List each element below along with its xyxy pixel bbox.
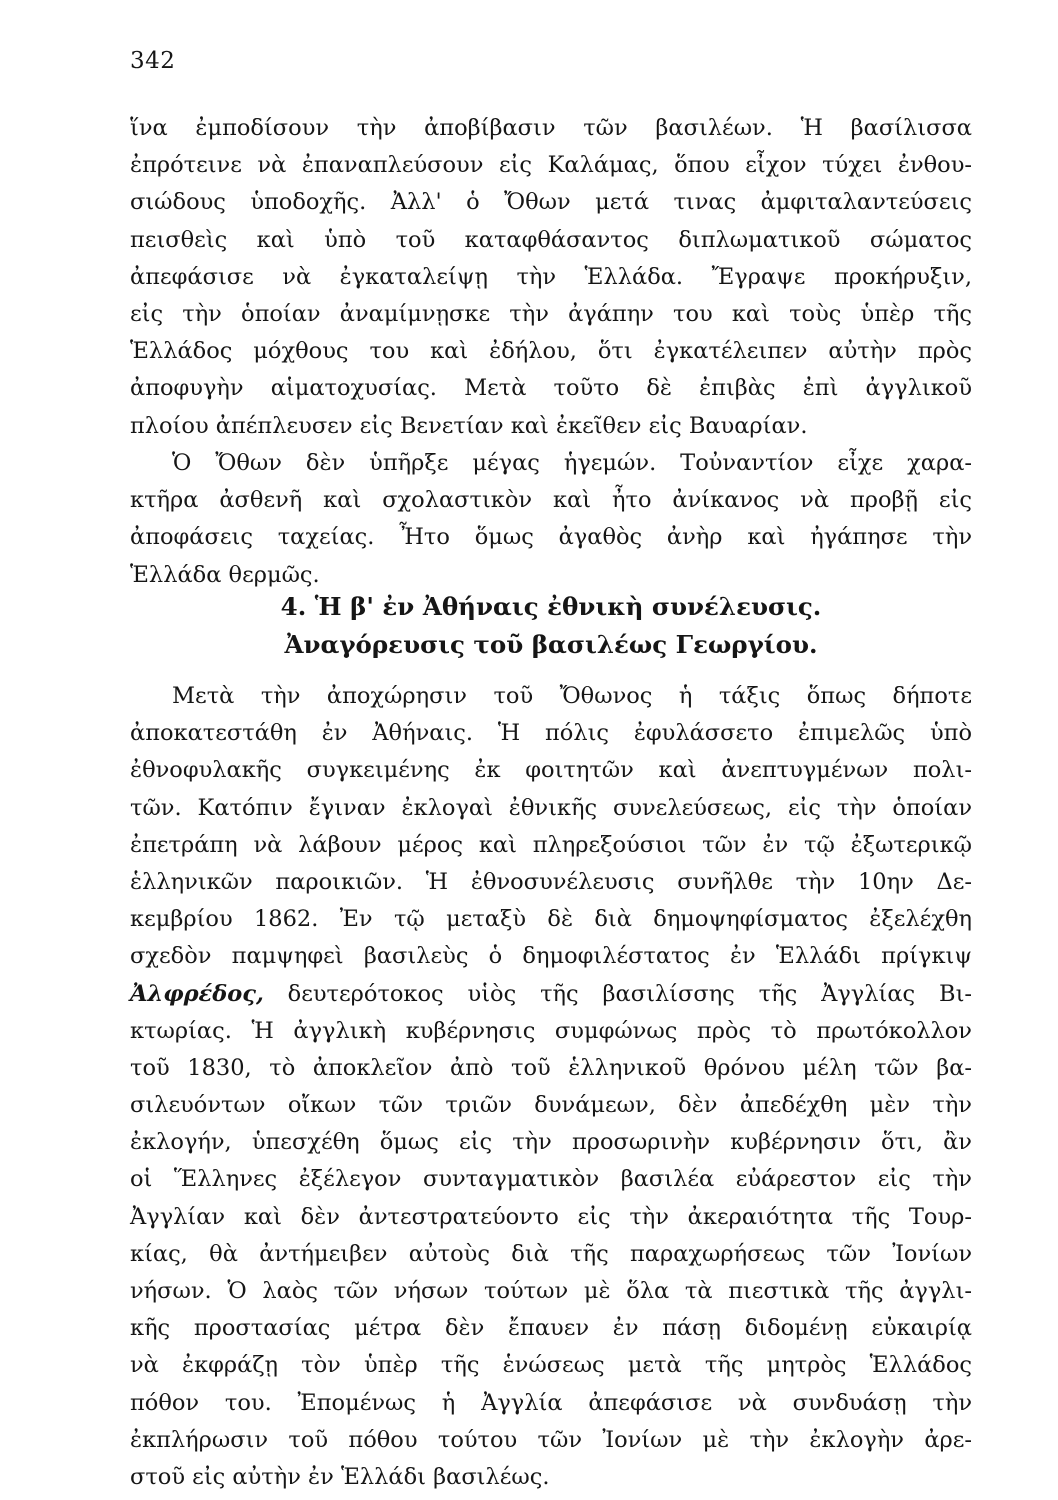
text-line: ἐπρότεινε νὰ ἐπαναπλεύσουν εἰς Καλάμας, ὅπου εἶχον τύχει ἐνθου- xyxy=(130,152,972,179)
text-line: τοῦ 1830, τὸ ἀποκλεῖον ἀπὸ τοῦ ἑλληνικοῦ θρόνου μέλη τῶν βα- xyxy=(130,1054,972,1081)
text-line: ἐκπλήρωσιν τοῦ πόθου τούτου τῶν Ἰονίων μὲ τὴν ἐκλογὴν ἀρε- xyxy=(130,1426,972,1453)
text-line: πεισθεὶς καὶ ὑπὸ τοῦ καταφθάσαντος διπλωματικοῦ σώματος xyxy=(130,226,972,253)
text-line: κτωρίας. Ἡ ἀγγλικὴ κυβέρνησις συμφώνως πρὸς τὸ πρωτόκολλον xyxy=(130,1017,972,1044)
paragraph-otto-character xyxy=(130,445,972,594)
text-line: σχεδὸν παμψηφεὶ βασιλεὺς ὁ δημοφιλέστατος ἐν Ἑλλάδι πρίγκιψ xyxy=(130,943,972,970)
text-line: σιλευόντων οἴκων τῶν τριῶν δυνάμεων, δὲν ἀπεδέχθη μὲν τὴν xyxy=(130,1092,972,1119)
text-line: εἰς τὴν ὁποίαν ἀναμίμνῃσκε τὴν ἀγάπην του καὶ τοὺς ὑπὲρ τῆς xyxy=(130,300,972,327)
text-line: ἐπετράπη νὰ λάβουν μέρος καὶ πληρεξούσιοι τῶν ἐν τῷ ἐξωτερικῷ xyxy=(130,831,972,858)
text-line: Μετὰ τὴν ἀποχώρησιν τοῦ Ὄθωνος ἡ τάξις ὅπως δήποτε xyxy=(172,683,972,709)
section-heading-line-1: 4. Ἡ β' ἐν Ἀθήναις ἐθνικὴ συνέλευσις. xyxy=(280,592,822,621)
text-line: κῆς προστασίας μέτρα δὲν ἔπαυεν ἐν πάσῃ διδομένῃ εὐκαιρίᾳ xyxy=(130,1315,972,1342)
text-line: κίας, θὰ ἀντήμειβεν αὐτοὺς διὰ τῆς παραχωρήσεως τῶν Ἰονίων xyxy=(130,1240,972,1267)
text-line: ἀποκατεστάθη ἐν Ἀθήναις. Ἡ πόλις ἐφυλάσσετο ἐπιμελῶς ὑπὸ xyxy=(130,720,972,747)
text-line: τῶν. Κατόπιν ἔγιναν ἐκλογαὶ ἐθνικῆς συνελεύσεως, εἰς τὴν ὁποίαν xyxy=(130,794,972,821)
section-heading xyxy=(130,588,972,664)
text-line: ἐθνοφυλακῆς συγκειμένης ἐκ φοιτητῶν καὶ ἀνεπτυγμένων πολι- xyxy=(130,757,972,784)
text-line: ἀπεφάσισε νὰ ἐγκαταλείψῃ τὴν Ἑλλάδα. Ἔγραψε προκήρυξιν, xyxy=(130,263,972,290)
text-line: νὰ ἐκφράζῃ τὸν ὑπὲρ τῆς ἑνώσεως μετὰ τῆς μητρὸς Ἑλλάδος xyxy=(130,1352,972,1379)
text-line: πλοίου ἀπέπλευσεν εἰς Βενετίαν καὶ ἐκεῖθεν εἰς Βαυαρίαν. xyxy=(130,412,808,439)
text-line: ἀποφυγὴν αἱματοχυσίας. Μετὰ τοῦτο δὲ ἐπιβὰς ἐπὶ ἀγγλικοῦ xyxy=(130,375,972,402)
text-line: ἐκλογήν, ὑπεσχέθη ὅμως εἰς τὴν προσωρινὴν κυβέρνησιν ὅτι, ἂν xyxy=(130,1129,972,1156)
text-line: νήσων. Ὁ λαὸς τῶν νήσων τούτων μὲ ὅλα τὰ πιεστικὰ τῆς ἀγγλι- xyxy=(130,1278,972,1304)
page-number: 342 xyxy=(130,48,176,74)
text-line: Ἑλλάδα θερμῶς. xyxy=(130,561,320,588)
text-line: κεμβρίου 1862. Ἐν τῷ μεταξὺ δὲ διὰ δημοψηφίσματος ἐξελέχθη xyxy=(130,906,972,933)
text-line: κτῆρα ἀσθενῆ καὶ σχολαστικὸν καὶ ἦτο ἀνίκανος νὰ προβῇ εἰς xyxy=(130,487,972,514)
text-line: ἑλληνικῶν παροικιῶν. Ἡ ἐθνοσυνέλευσις συνῆλθε τὴν 10ην Δε- xyxy=(130,868,972,895)
paragraph-otto-departure xyxy=(130,110,972,445)
text-line: σιώδους ὑποδοχῆς. Ἀλλ' ὁ Ὄθων μετά τινας ἀμφιταλαντεύσεις xyxy=(130,189,972,216)
text-line-with-name xyxy=(130,976,972,1013)
text-line-rest: δευτερότοκος υἱὸς τῆς βασιλίσσης τῆς Ἀγγλίας Βι- xyxy=(263,980,972,1007)
paragraph-national-assembly xyxy=(130,678,972,1496)
alfred-name: Ἀλφρέδος, xyxy=(130,980,264,1007)
text-line: οἱ Ἕλληνες ἐξέλεγον συνταγματικὸν βασιλέα εὐάρεστον εἰς τὴν xyxy=(130,1166,972,1193)
text-line: πόθον του. Ἐπομένως ἡ Ἀγγλία ἀπεφάσισε νὰ συνδυάσῃ τὴν xyxy=(130,1389,972,1416)
text-line: στοῦ εἰς αὐτὴν ἐν Ἑλλάδι βασιλέως. xyxy=(130,1463,550,1490)
text-line: Ὁ Ὄθων δὲν ὑπῆρξε μέγας ἡγεμών. Τοὐναντίον εἶχε χαρα- xyxy=(172,450,972,476)
text-line: ἵνα ἐμποδίσουν τὴν ἀποβίβασιν τῶν βασιλέων. Ἡ βασίλισσα xyxy=(130,115,972,141)
text-line: Ἀγγλίαν καὶ δὲν ἀντεστρατεύοντο εἰς τὴν ἀκεραιότητα τῆς Τουρ- xyxy=(130,1203,972,1230)
text-line: ἀποφάσεις ταχείας. Ἦτο ὅμως ἀγαθὸς ἀνὴρ καὶ ἠγάπησε τὴν xyxy=(130,524,972,551)
section-heading-line-2: Ἀναγόρευσις τοῦ βασιλέως Γεωργίου. xyxy=(284,630,818,659)
text-line: Ἑλλάδος μόχθους του καὶ ἐδήλου, ὅτι ἐγκατέλειπεν αὐτὴν πρὸς xyxy=(130,338,972,365)
